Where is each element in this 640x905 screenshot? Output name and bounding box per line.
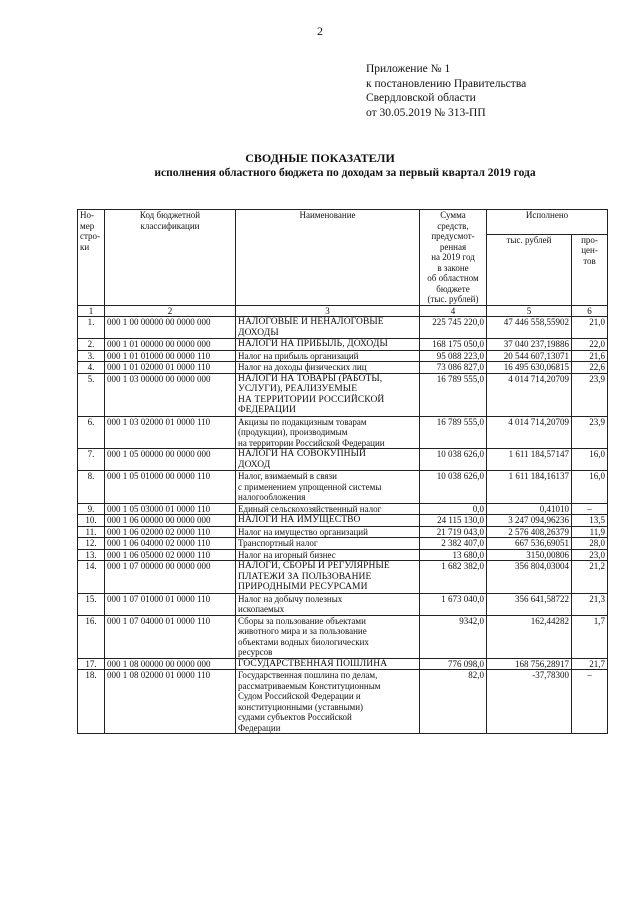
document-title: СВОДНЫЕ ПОКАЗАТЕЛИ [245, 151, 395, 165]
revenue-name-line: Налог, взимаемый в связи [238, 471, 337, 481]
row-number: 9. [78, 503, 105, 515]
planned-sum: 1 673 040,0 [420, 593, 487, 615]
executed-thousands: 356 641,58722 [487, 593, 572, 615]
revenue-name [236, 593, 420, 615]
row-number: 18. [78, 670, 105, 734]
executed-thousands: 16 495 630,06815 [487, 362, 572, 374]
revenue-name-line: ПЛАТЕЖИ ЗА ПОЛЬЗОВАНИЕ [238, 571, 372, 582]
table-row [78, 561, 608, 594]
planned-sum: 10 038 626,0 [420, 471, 487, 504]
executed-percent: 16,0 [572, 471, 608, 504]
row-number: 5. [78, 373, 105, 416]
revenue-name-line: Акцизы по подакцизным товарам [238, 416, 367, 427]
header-text: цен- [581, 245, 598, 256]
table-row [78, 615, 608, 658]
appendix-block [366, 62, 626, 120]
table-row [78, 362, 608, 374]
executed-percent: 28,0 [572, 538, 608, 550]
executed-thousands: 1 611 184,57147 [487, 449, 572, 471]
header-text: в законе [437, 262, 469, 273]
planned-sum: 13 680,0 [420, 549, 487, 561]
column-index: 4 [420, 305, 487, 317]
planned-sum: 16 789 555,0 [420, 373, 487, 416]
executed-percent: 1,7 [572, 615, 608, 658]
executed-percent: – [572, 503, 608, 515]
header-text: Сумма [440, 210, 466, 220]
appendix-line: Свердловской области [366, 92, 476, 104]
row-number: 12. [78, 538, 105, 550]
budget-code: 000 1 06 05000 02 0000 110 [105, 549, 236, 561]
executed-thousands: 4 014 714,20709 [487, 373, 572, 416]
revenue-name [236, 515, 420, 527]
table-row [78, 373, 608, 416]
column-index: 3 [236, 305, 420, 317]
revenue-name-line: ГОСУДАРСТВЕННАЯ ПОШЛИНА [238, 658, 388, 669]
budget-code: 000 1 08 00000 00 0000 000 [105, 658, 236, 670]
appendix-line: от 30.05.2019 № 313-ПП [366, 106, 486, 119]
column-index: 6 [572, 305, 608, 317]
column-index: 2 [105, 305, 236, 317]
planned-sum: 16 789 555,0 [420, 416, 487, 449]
revenue-name [236, 339, 420, 351]
budget-code: 000 1 03 02000 01 0000 110 [105, 416, 236, 449]
table-row [78, 416, 608, 449]
revenue-name-line: ископаемых [238, 604, 285, 614]
revenue-name-line: УСЛУГИ), РЕАЛИЗУЕМЫЕ [238, 384, 358, 394]
header-text: ки [80, 241, 90, 252]
executed-percent: 22,0 [572, 339, 608, 351]
planned-sum: 21 719 043,0 [420, 526, 487, 538]
revenue-name-line: Налог на прибыль организаций [238, 350, 359, 361]
row-number: 3. [78, 350, 105, 362]
table-row [78, 317, 608, 339]
planned-sum: 24 115 130,0 [420, 515, 487, 527]
header-text: Но- [80, 210, 94, 220]
executed-percent: 21,6 [572, 350, 608, 362]
header-text: об областном [427, 273, 479, 283]
header-percent [572, 234, 608, 305]
revenue-name [236, 471, 420, 504]
budget-code: 000 1 03 00000 00 0000 000 [105, 373, 236, 416]
revenue-name-line: Сборы за пользование объектами [238, 615, 366, 626]
header-text: стро- [80, 231, 101, 241]
row-number: 17. [78, 658, 105, 670]
revenue-name-line: Судом Российской Федерации и [238, 691, 361, 701]
executed-percent: 23,9 [572, 373, 608, 416]
executed-thousands: 4 014 714,20709 [487, 416, 572, 449]
table-body [78, 317, 608, 734]
revenue-name-line: НАЛОГИ НА ПРИБЫЛЬ, ДОХОДЫ [238, 339, 388, 349]
column-index: 1 [78, 305, 105, 317]
revenue-name [236, 670, 420, 734]
budget-code: 000 1 08 02000 01 0000 110 [105, 670, 236, 734]
planned-sum: 82,0 [420, 670, 487, 734]
executed-percent: 22,6 [572, 362, 608, 374]
budget-code: 000 1 01 00000 00 0000 000 [105, 339, 236, 351]
planned-sum: 73 086 827,0 [420, 362, 487, 374]
executed-thousands: 1 611 184,16137 [487, 471, 572, 504]
row-number: 8. [78, 471, 105, 504]
executed-thousands: -37,78300 [487, 670, 572, 734]
executed-percent: 21,2 [572, 561, 608, 594]
table-row [78, 593, 608, 615]
planned-sum: 168 175 050,0 [420, 339, 487, 351]
revenue-name-line: ДОХОД [238, 459, 271, 470]
executed-percent: 21,0 [572, 317, 608, 339]
executed-percent: 11,9 [572, 526, 608, 538]
header-executed: Исполнено [487, 210, 608, 235]
table-row [78, 339, 608, 351]
header-thousand-rubles: тыс. рублей [487, 234, 572, 305]
row-number: 10. [78, 515, 105, 527]
row-number: 13. [78, 549, 105, 561]
table-row [78, 350, 608, 362]
row-number: 2. [78, 339, 105, 351]
appendix-line: к постановлению Правительства [366, 77, 527, 90]
header-text: средств, [437, 220, 469, 231]
budget-code: 000 1 01 02000 01 0000 110 [105, 362, 236, 374]
budget-code: 000 1 05 00000 00 0000 000 [105, 449, 236, 471]
table-row [78, 503, 608, 515]
planned-sum: 95 088 223,0 [420, 350, 487, 362]
planned-sum: 9342,0 [420, 615, 487, 658]
executed-thousands: 37 040 237,19886 [487, 339, 572, 351]
executed-thousands: 168 756,28917 [487, 658, 572, 670]
revenue-name [236, 350, 420, 362]
executed-thousands: 162,44282 [487, 615, 572, 658]
revenue-name-line: конституционными (уставными) [238, 701, 364, 712]
revenue-name-line: НАЛОГОВЫЕ И НЕНАЛОГОВЫЕ [238, 317, 384, 327]
header-text: тов [583, 255, 596, 266]
revenue-name-line: (продукции), производимым [238, 427, 348, 437]
appendix-line: Приложение № 1 [366, 63, 451, 75]
page-number: 2 [317, 24, 323, 38]
executed-thousands: 0,41010 [487, 503, 572, 515]
row-number: 15. [78, 593, 105, 615]
revenue-name-line: НАЛОГИ НА ТОВАРЫ (РАБОТЫ, [238, 373, 383, 384]
table-row [78, 538, 608, 550]
header-planned-sum [420, 210, 487, 306]
table-row [78, 449, 608, 471]
row-number: 7. [78, 449, 105, 471]
revenue-name-line: НАЛОГИ НА СОВОКУПНЫЙ [238, 449, 366, 459]
column-index: 5 [487, 305, 572, 317]
revenue-name-line: ФЕДЕРАЦИИ [238, 405, 297, 415]
revenue-name-line: НАЛОГИ НА ИМУЩЕСТВО [238, 515, 361, 525]
revenue-name-line: ПРИРОДНЫМИ РЕСУРСАМИ [238, 582, 368, 592]
header-text: про- [581, 234, 598, 245]
budget-code: 000 1 06 00000 00 0000 000 [105, 515, 236, 527]
budget-code: 000 1 07 01000 01 0000 110 [105, 593, 236, 615]
header-text: Код бюджетной [139, 210, 201, 220]
revenue-name [236, 503, 420, 515]
revenue-name [236, 538, 420, 550]
revenue-name-line: НА ТЕРРИТОРИИ РОССИЙСКОЙ [238, 394, 385, 405]
executed-percent: 21,3 [572, 593, 608, 615]
document-subtitle: исполнения областного бюджета по доходам за первый квартал 2019 года [154, 167, 536, 179]
revenue-name-line: Транспортный налог [238, 538, 318, 548]
revenue-name-line: на территории Российской Федерации [238, 437, 385, 448]
row-number: 16. [78, 615, 105, 658]
revenue-name-line: НАЛОГИ, СБОРЫ И РЕГУЛЯРНЫЕ [238, 561, 390, 571]
revenue-name-line: Единый сельскохозяйственный налог [238, 503, 382, 514]
budget-code: 000 1 07 04000 01 0000 110 [105, 615, 236, 658]
budget-code: 000 1 06 02000 02 0000 110 [105, 526, 236, 538]
budget-code: 000 1 00 00000 00 0000 000 [105, 317, 236, 339]
revenue-name-line: рассматриваемым Конституционным [238, 680, 381, 691]
revenue-name-line: судами субъектов Российской [238, 712, 352, 722]
table-row [78, 549, 608, 561]
revenue-name [236, 549, 420, 561]
revenue-name [236, 561, 420, 594]
revenue-name-line: Налог на игорный бизнес [238, 549, 336, 560]
header-name [236, 210, 420, 306]
executed-percent: 23,0 [572, 549, 608, 561]
budget-code: 000 1 05 03000 01 0000 110 [105, 503, 236, 515]
revenue-name-line: с применением упрощенной системы [238, 481, 382, 492]
executed-thousands: 2 576 408,26379 [487, 526, 572, 538]
header-text: ренная [439, 241, 467, 252]
budget-code: 000 1 06 04000 02 0000 110 [105, 538, 236, 550]
planned-sum: 10 038 626,0 [420, 449, 487, 471]
header-text: классификации [140, 220, 200, 231]
revenue-name-line: Государственная пошлина по делам, [238, 670, 378, 680]
executed-thousands: 47 446 558,55902 [487, 317, 572, 339]
revenue-name-line: Налог на добычу полезных [238, 593, 343, 604]
planned-sum: 776 098,0 [420, 658, 487, 670]
revenue-name [236, 526, 420, 538]
executed-thousands: 356 804,03004 [487, 561, 572, 594]
planned-sum: 0,0 [420, 503, 487, 515]
table-row [78, 658, 608, 670]
planned-sum: 225 745 220,0 [420, 317, 487, 339]
revenue-name [236, 362, 420, 374]
revenue-name-line: животного мира и за пользование [238, 626, 367, 636]
executed-percent: 21,7 [572, 658, 608, 670]
column-index-row [78, 305, 608, 317]
table-row [78, 670, 608, 734]
executed-percent: 23,9 [572, 416, 608, 449]
revenue-name [236, 373, 420, 416]
revenue-name [236, 615, 420, 658]
revenue-name-line: Налог на имущество организаций [238, 526, 368, 537]
header-text: на 2019 год [431, 252, 475, 262]
row-number: 6. [78, 416, 105, 449]
planned-sum: 2 382 407,0 [420, 538, 487, 550]
revenue-table [77, 209, 608, 734]
executed-percent: – [572, 670, 608, 734]
header-budget-code [105, 210, 236, 306]
revenue-name [236, 658, 420, 670]
executed-thousands: 20 544 607,13071 [487, 350, 572, 362]
budget-code: 000 1 07 00000 00 0000 000 [105, 561, 236, 594]
revenue-name-line: налогообложения [238, 492, 306, 502]
executed-thousands: 3150,00806 [487, 549, 572, 561]
header-text: бюджете [436, 283, 470, 294]
budget-code: 000 1 01 01000 00 0000 110 [105, 350, 236, 362]
revenue-name-line: Федерации [238, 722, 281, 733]
executed-percent: 16,0 [572, 449, 608, 471]
executed-percent: 13,5 [572, 515, 608, 527]
row-number: 14. [78, 561, 105, 594]
executed-thousands: 667 536,69051 [487, 538, 572, 550]
revenue-name-line: ресурсов [238, 647, 273, 657]
header-text: Наименование [299, 210, 356, 220]
table-header-row [78, 210, 608, 235]
header-text: (тыс. рублей) [427, 294, 479, 304]
table-row [78, 526, 608, 538]
row-number: 4. [78, 362, 105, 374]
row-number: 1. [78, 317, 105, 339]
revenue-name-line: объектами водных биологических [238, 636, 369, 647]
revenue-name [236, 416, 420, 449]
revenue-name-line: Налог на доходы физических лиц [238, 362, 367, 372]
table-row [78, 515, 608, 527]
revenue-name-line: ДОХОДЫ [238, 327, 279, 338]
header-row-number [78, 210, 105, 306]
revenue-name [236, 449, 420, 471]
header-text: мер [80, 220, 95, 231]
row-number: 11. [78, 526, 105, 538]
revenue-name [236, 317, 420, 339]
budget-code: 000 1 05 01000 00 0000 110 [105, 471, 236, 504]
executed-thousands: 3 247 094,96236 [487, 515, 572, 527]
header-text: предусмот- [431, 231, 475, 241]
table-row [78, 471, 608, 504]
planned-sum: 1 682 382,0 [420, 561, 487, 594]
